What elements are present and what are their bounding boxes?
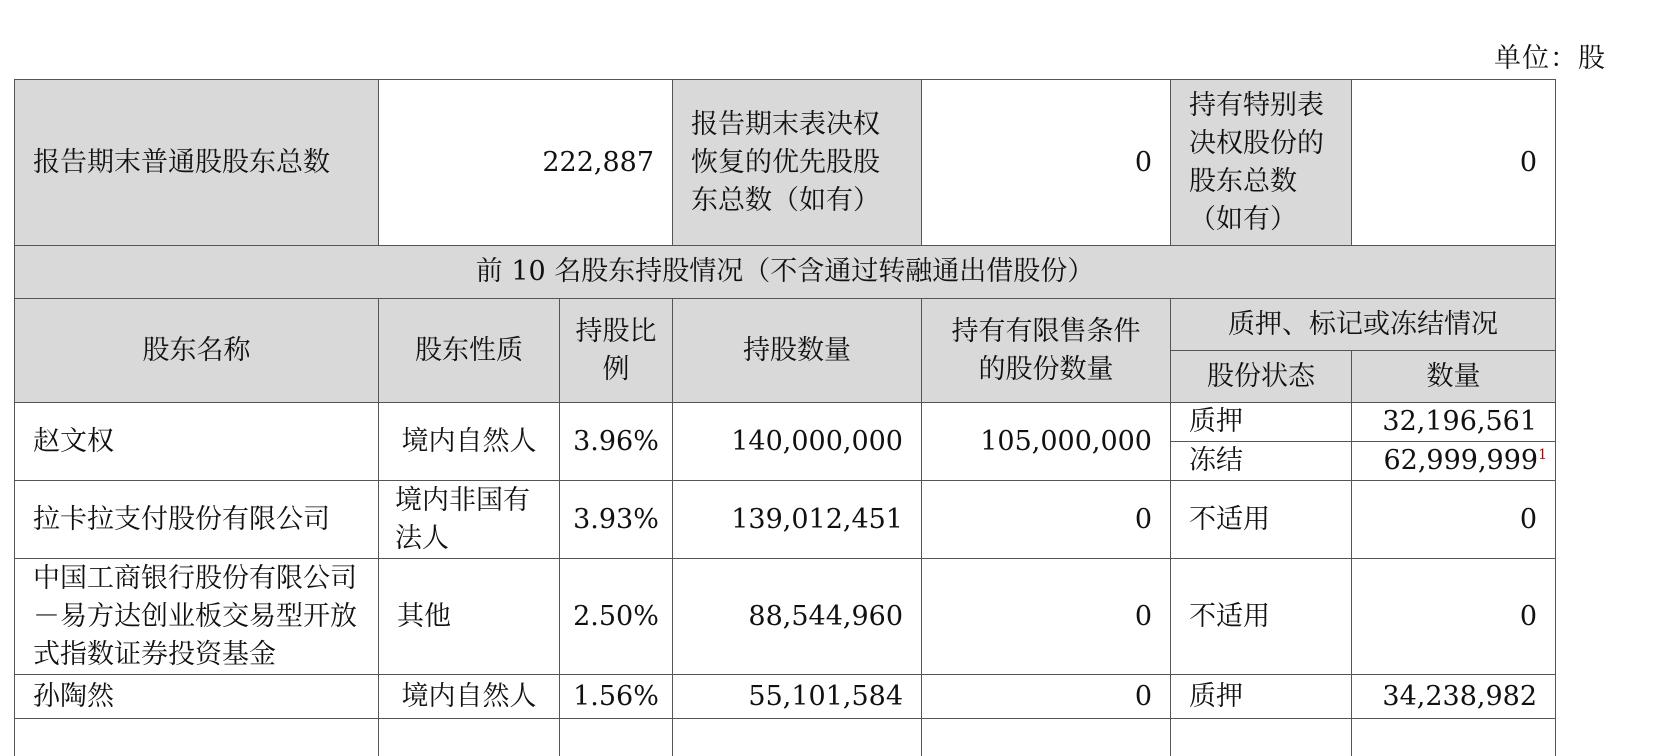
holder-name: 赵文权	[15, 403, 379, 481]
col-header-quantity: 数量	[1352, 351, 1556, 403]
holder-restricted: 0	[922, 481, 1171, 559]
holder-status: 不适用	[1171, 481, 1352, 559]
preferred-restored-value: 0	[922, 80, 1171, 246]
col-header-nature: 股东性质	[379, 299, 560, 403]
holder-restricted: 0	[922, 675, 1171, 719]
table-row	[15, 559, 1556, 675]
col-header-status: 股份状态	[1171, 351, 1352, 403]
holder-status: 质押	[1171, 675, 1352, 719]
footnote-marker: 1	[1538, 447, 1547, 463]
holder-shares: 88,544,960	[673, 559, 922, 675]
holder-name: 中国工商银行股份有限公司－易方达创业板交易型开放式指数证券投资基金	[15, 559, 379, 675]
table-row	[15, 403, 1556, 442]
holder-name: 拉卡拉支付股份有限公司	[15, 481, 379, 559]
holder-quantity-pledge: 32,196,561	[1352, 403, 1556, 442]
holder-name: 孙陶然	[15, 675, 379, 719]
holder-nature: 境内自然人	[379, 403, 560, 481]
holder-shares: 140,000,000	[673, 403, 922, 481]
table-row-cutoff	[15, 719, 1556, 756]
section-title: 前 10 名股东持股情况（不含通过转融通出借股份）	[15, 246, 1556, 299]
special-voting-label: 持有特别表决权股份的股东总数（如有）	[1171, 80, 1352, 246]
empty-cell	[560, 719, 673, 756]
unit-label: 单位：股	[1494, 43, 1606, 74]
empty-cell	[379, 719, 560, 756]
empty-cell	[15, 719, 379, 756]
header-top-row	[15, 299, 1556, 351]
holder-restricted: 105,000,000	[922, 403, 1171, 481]
holder-quantity: 0	[1352, 559, 1556, 675]
holder-nature: 其他	[379, 559, 560, 675]
col-header-ratio: 持股比例	[560, 299, 673, 403]
holder-quantity: 0	[1352, 481, 1556, 559]
holder-nature: 境内非国有法人	[379, 481, 560, 559]
empty-cell	[1171, 719, 1352, 756]
col-header-pledge-group: 质押、标记或冻结情况	[1171, 299, 1556, 351]
holder-quantity: 34,238,982	[1352, 675, 1556, 719]
col-header-name: 股东名称	[15, 299, 379, 403]
summary-row	[15, 80, 1556, 246]
holder-status: 不适用	[1171, 559, 1352, 675]
special-voting-value: 0	[1352, 80, 1556, 246]
holder-ratio: 1.56%	[560, 675, 673, 719]
empty-cell	[673, 719, 922, 756]
table-row	[15, 675, 1556, 719]
shareholder-table-container	[14, 79, 1641, 756]
common-holders-label: 报告期末普通股股东总数	[15, 80, 379, 246]
frozen-quantity-value: 62,999,999	[1383, 445, 1539, 476]
shareholder-table	[14, 79, 1556, 299]
holder-quantity-frozen	[1352, 442, 1556, 481]
holder-ratio: 3.96%	[560, 403, 673, 481]
holders-data-table	[14, 298, 1556, 756]
holder-nature: 境内自然人	[379, 675, 560, 719]
holder-ratio: 3.93%	[560, 481, 673, 559]
empty-cell	[922, 719, 1171, 756]
holder-status-pledge: 质押	[1171, 403, 1352, 442]
col-header-restricted: 持有有限售条件的股份数量	[922, 299, 1171, 403]
preferred-restored-label: 报告期末表决权恢复的优先股股东总数（如有）	[673, 80, 922, 246]
col-header-shares: 持股数量	[673, 299, 922, 403]
holder-shares: 55,101,584	[673, 675, 922, 719]
holder-ratio: 2.50%	[560, 559, 673, 675]
holder-shares: 139,012,451	[673, 481, 922, 559]
empty-cell	[1352, 719, 1556, 756]
table-row	[15, 481, 1556, 559]
common-holders-value: 222,887	[379, 80, 673, 246]
section-title-row	[15, 246, 1556, 299]
holder-restricted: 0	[922, 559, 1171, 675]
holder-status-frozen: 冻结	[1171, 442, 1352, 481]
